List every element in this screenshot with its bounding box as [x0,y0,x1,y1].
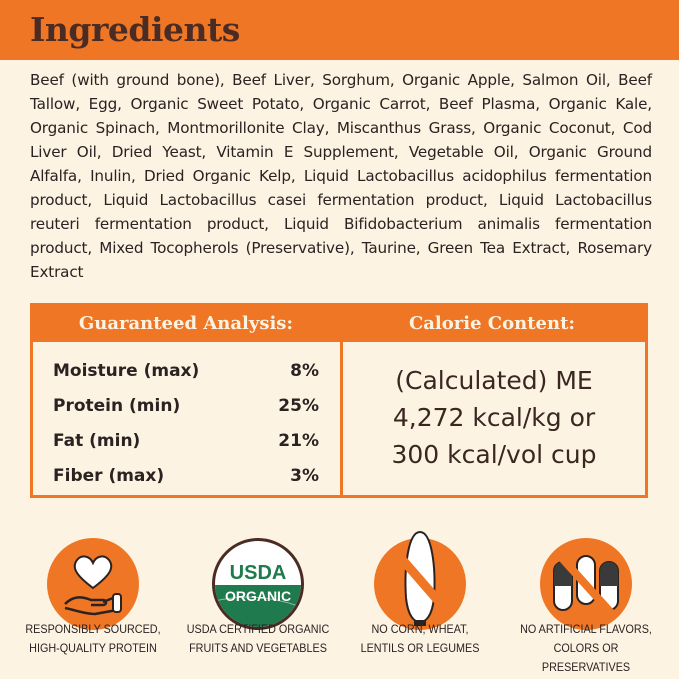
badge-caption: NO ARTIFICIAL FLAVORS, COLORS OR PRESERVATIVES [520,622,652,674]
analysis-row: Moisture (max) 8% [53,361,319,381]
analysis-row: Fat (min) 21% [53,431,319,451]
heart-hand-icon [47,538,139,630]
badge-caption: USDA CERTIFIED ORGANIC FRUITS AND VEGETABLES [186,622,330,655]
svg-text:USDA: USDA [229,562,287,584]
badge-caption: NO CORN, WHEAT, LENTILS OR LEGUMES [360,622,480,655]
page-title: Ingredients [30,10,240,49]
ingredients-list: Beef (with ground bone), Beef Liver, Sorghum, Organic Apple, Salmon Oil, Beef Tallow, Egg, Organic Sweet Potato, Organic Carrot, Beef Plasma, Organic Kale, Organic Spinach, Montmorillonite Clay, Miscanthus Grass, Organic Coconut, Cod Liver Oil, Dried Yeast, Vitamin E Supplement, Vegetable Oil, Organic Ground Alfalfa, Inulin, Dried Organic Kelp, Liquid Lactobacillus acidophilus fermentation product, Liquid Lactobacillus casei fermentation product, Liquid Lactobacillus reuteri fermentation product, Liquid Bifidobacterium animalis fermentation product, Mixed Tocopherols (Preservative), Taurine, Green Tea Extract, Rosemary Extract [30,71,652,281]
analysis-title: Guaranteed Analysis: [78,313,294,334]
no-corn-icon [374,538,466,630]
header-bar [0,0,679,60]
no-capsules-icon [540,538,632,630]
calorie-title: Calorie Content: [408,313,576,334]
analysis-row: Protein (min) 25% [53,396,319,416]
usda-organic-seal [212,538,304,630]
badge-caption: RESPONSIBLY SOURCED, HIGH-QUALITY PROTEIN [25,622,161,655]
analysis-box [30,303,648,498]
svg-text:ORGANIC: ORGANIC [224,588,292,604]
analysis-row: Fiber (max) 3% [53,466,319,486]
calorie-content: (Calculated) ME 4,272 kcal/kg or 300 kcal/vol cup [391,366,597,469]
